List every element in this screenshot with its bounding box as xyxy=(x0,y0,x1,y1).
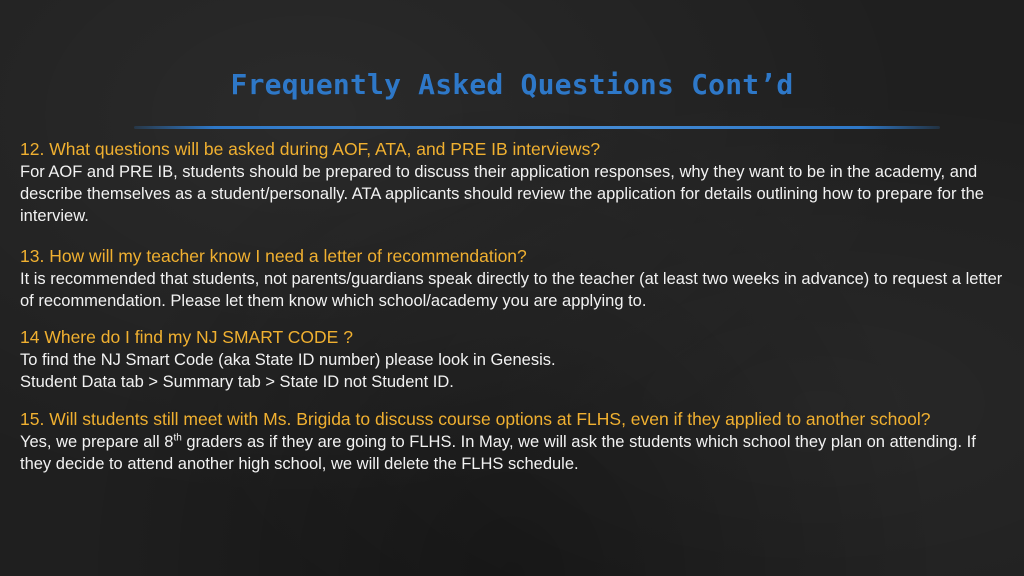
faq-answer xyxy=(20,431,1010,475)
faq-answer: For AOF and PRE IB, students should be prepared to discuss their application responses, why they want to be in the academy, and describe themselves as a student/personally. ATA applicants should review the application for details outlining how to prepare for the interview. xyxy=(20,163,984,225)
faq-item-14 xyxy=(20,326,1010,393)
faq-item-15 xyxy=(20,408,1010,475)
faq-answer: It is recommended that students, not parents/guardians speak directly to the teacher (at least two weeks in advance) to request a letter of recommendation. Please let them know which school/academy you are applying to. xyxy=(20,270,1003,310)
faq-answer-post: graders as if they are going to FLHS. In May, we will ask the students which school they plan on attending. If they decide to attend another high school, we will delete the FLHS schedule. xyxy=(20,433,976,473)
faq-question: 14 Where do I find my NJ SMART CODE ? xyxy=(20,327,353,347)
faq-list xyxy=(20,138,1010,475)
faq-item-13 xyxy=(20,245,1010,312)
ordinal-suffix: th xyxy=(173,432,182,444)
page-title: Frequently Asked Questions Cont’d xyxy=(230,68,794,101)
title-underline xyxy=(134,126,940,129)
faq-question: 12. What questions will be asked during AOF, ATA, and PRE IB interviews? xyxy=(20,139,601,159)
faq-question: 13. How will my teacher know I need a letter of recommendation? xyxy=(20,246,527,266)
faq-item-12 xyxy=(20,138,1010,227)
faq-answer-line: To find the NJ Smart Code (aka State ID number) please look in Genesis. xyxy=(20,351,556,369)
faq-question: 15. Will students still meet with Ms. Brigida to discuss course options at FLHS, even if they applied to another school? xyxy=(20,409,931,429)
faq-answer-pre: Yes, we prepare all 8 xyxy=(20,433,174,451)
faq-answer-line: Student Data tab > Summary tab > State ID not Student ID. xyxy=(20,373,454,391)
